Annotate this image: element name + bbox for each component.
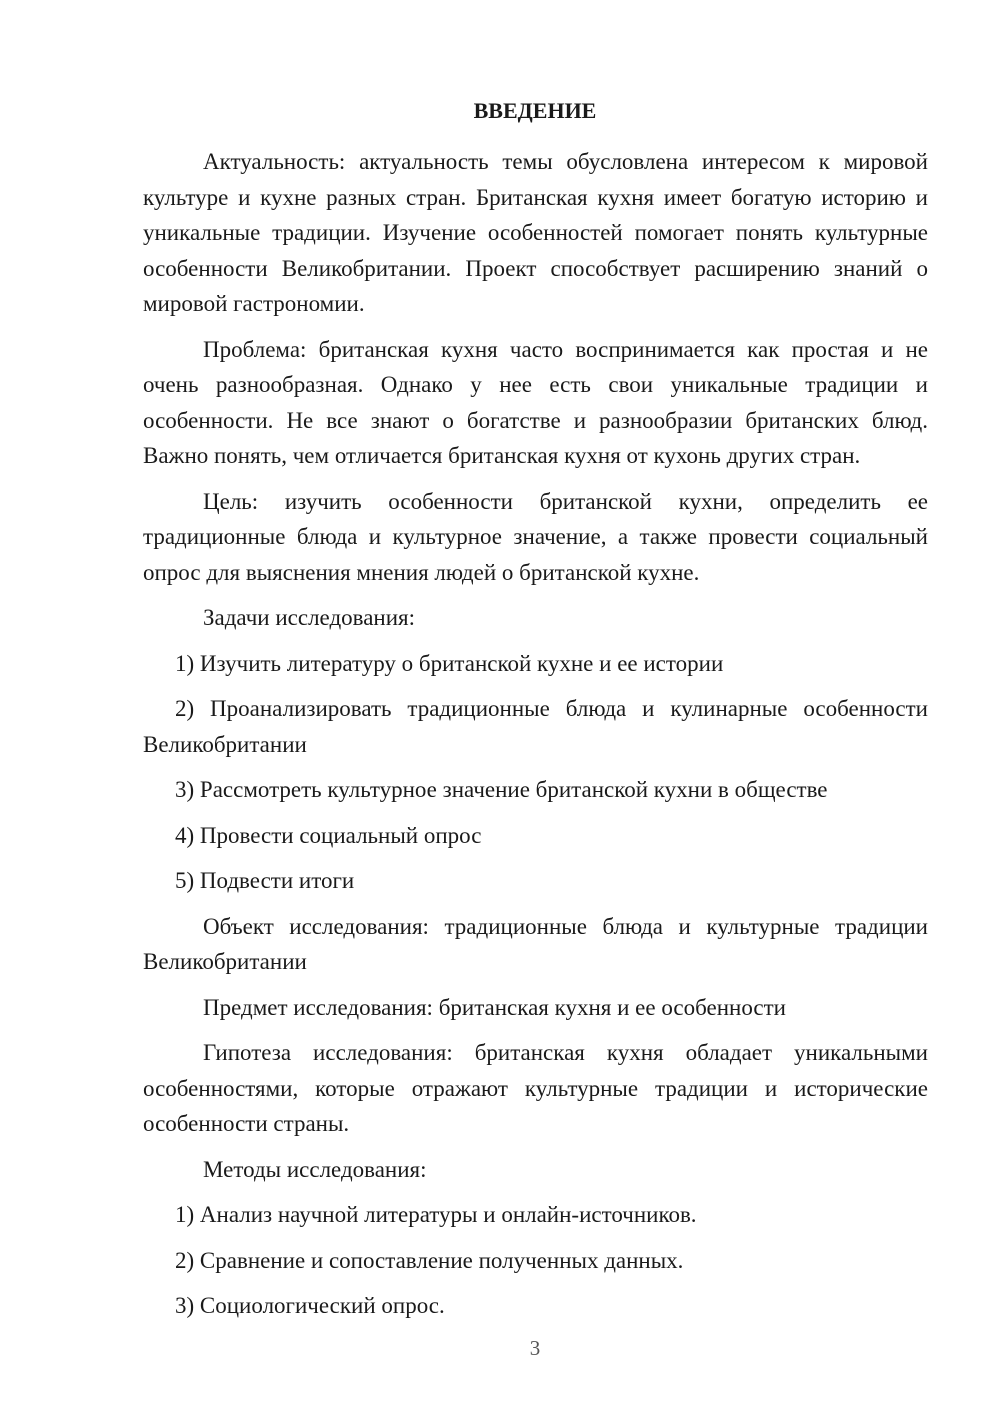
paragraph-relevance: Актуальность: актуальность темы обусловлена интересом к мировой культуре и кухне разных стран. Британская кухня имеет богатую историю и уникальные традиции. Изучение особенностей помогает понять культурные особенности Великобритании. Проект способствует расширению знаний о мировой гастрономии. bbox=[143, 149, 928, 316]
paragraph-object: Объект исследования: традиционные блюда и культурные традиции Великобритании bbox=[143, 913, 928, 974]
method-item-3: 3) Социологический опрос. bbox=[175, 1293, 445, 1318]
method-item-1: 1) Анализ научной литературы и онлайн-источников. bbox=[175, 1202, 697, 1227]
paragraph-problem: Проблема: британская кухня часто воспринимается как простая и не очень разнообразная. Однако у нее есть свои уникальные традиции и особенности. Не все знают о богатстве и разнообразии британских блюд. Важно понять, чем отличается британская кухня от кухонь других стран. bbox=[143, 336, 928, 468]
document-title: ВВЕДЕНИЕ bbox=[473, 98, 597, 123]
task-item-3: 3) Рассмотреть культурное значение британской кухни в обществе bbox=[175, 777, 828, 802]
paragraph-subject: Предмет исследования: британская кухня и ее особенности bbox=[203, 994, 786, 1020]
task-item-2: 2) Проанализировать традиционные блюда и кулинарные особенности Великобритании bbox=[143, 696, 928, 757]
methods-heading: Методы исследования: bbox=[203, 1156, 427, 1182]
task-item-5: 5) Подвести итоги bbox=[175, 868, 355, 893]
method-item-2: 2) Сравнение и сопоставление полученных данных. bbox=[175, 1247, 684, 1273]
tasks-heading: Задачи исследования: bbox=[203, 605, 416, 630]
task-item-4: 4) Провести социальный опрос bbox=[175, 822, 482, 848]
paragraph-goal: Цель: изучить особенности британской кухни, определить ее традиционные блюда и культурное значение, а также провести социальный опрос для выяснения мнения людей о британской кухне. bbox=[143, 488, 928, 585]
paragraph-hypothesis: Гипотеза исследования: британская кухня обладает уникальными особенностями, которые отражают культурные традиции и исторические особенности страны. bbox=[143, 1040, 928, 1136]
page-number: 3 bbox=[529, 1336, 541, 1360]
document-body bbox=[143, 144, 928, 1334]
task-item-1: 1) Изучить литературу о британской кухне и ее истории bbox=[175, 650, 724, 676]
